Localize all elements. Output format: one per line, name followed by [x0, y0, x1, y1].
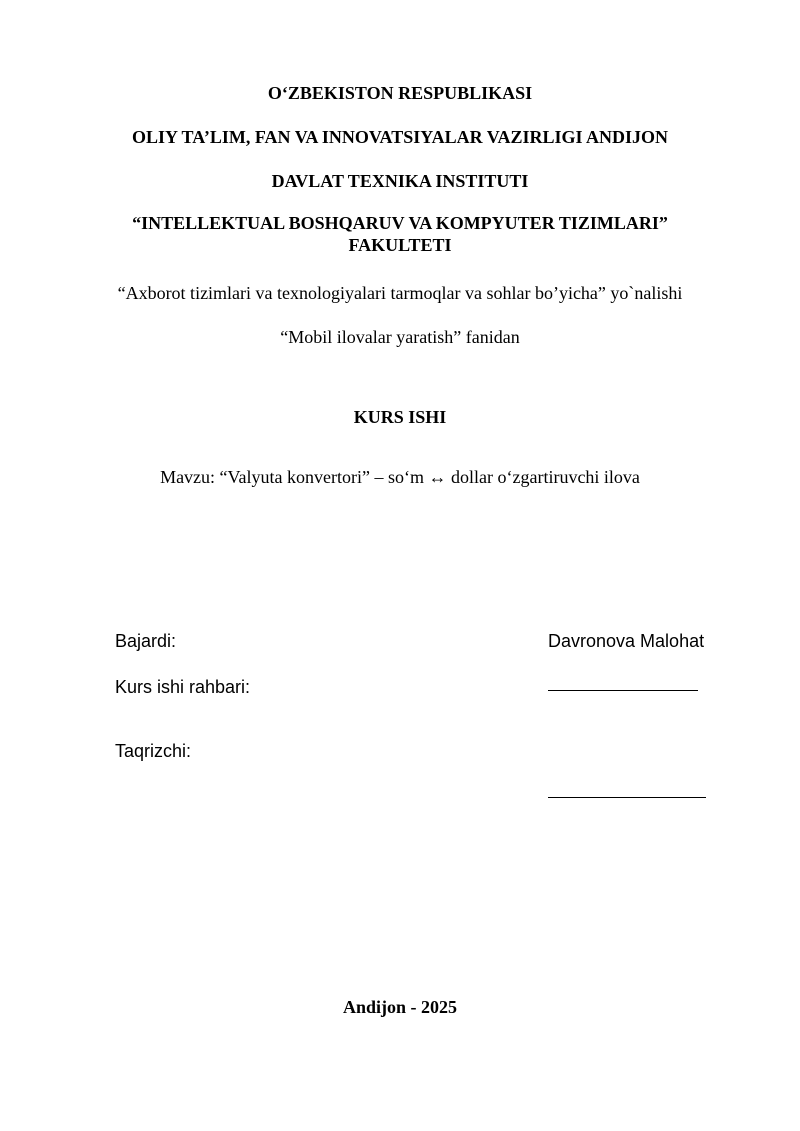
supervisor-label: Kurs ishi rahbari: — [115, 677, 251, 697]
institute-title: DAVLAT TEXNIKA INSTITUTI — [271, 171, 529, 191]
direction-text: “Axborot tizimlari va texnologiyalari tarmoqlar va sohlar bo’yicha” yo`nalishi — [117, 283, 683, 303]
country-title: O‘ZBEKISTON RESPUBLIKASI — [267, 83, 533, 103]
reviewer-signature-line — [548, 797, 706, 798]
subject-text: “Mobil ilovalar yaratish” fanidan — [280, 327, 520, 347]
performer-name: Davronova Malohat — [548, 631, 705, 651]
topic-text: Mavzu: “Valyuta konvertori” – so‘m ↔ dollar o‘zgartiruvchi ilova — [160, 467, 640, 487]
ministry-title: OLIY TA’LIM, FAN VA INNOVATSIYALAR VAZIRLIGI ANDIJON — [132, 127, 668, 147]
supervisor-signature-line — [548, 690, 698, 691]
faculty-title: “INTELLEKTUAL BOSHQARUV VA KOMPYUTER TIZIMLARI” — [132, 213, 668, 233]
reviewer-label: Taqrizchi: — [115, 741, 192, 761]
place-year: Andijon - 2025 — [342, 997, 458, 1017]
work-type-title: KURS ISHI — [353, 407, 447, 427]
performer-label: Bajardi: — [115, 631, 177, 651]
faculty-word: FAKULTETI — [348, 235, 452, 255]
